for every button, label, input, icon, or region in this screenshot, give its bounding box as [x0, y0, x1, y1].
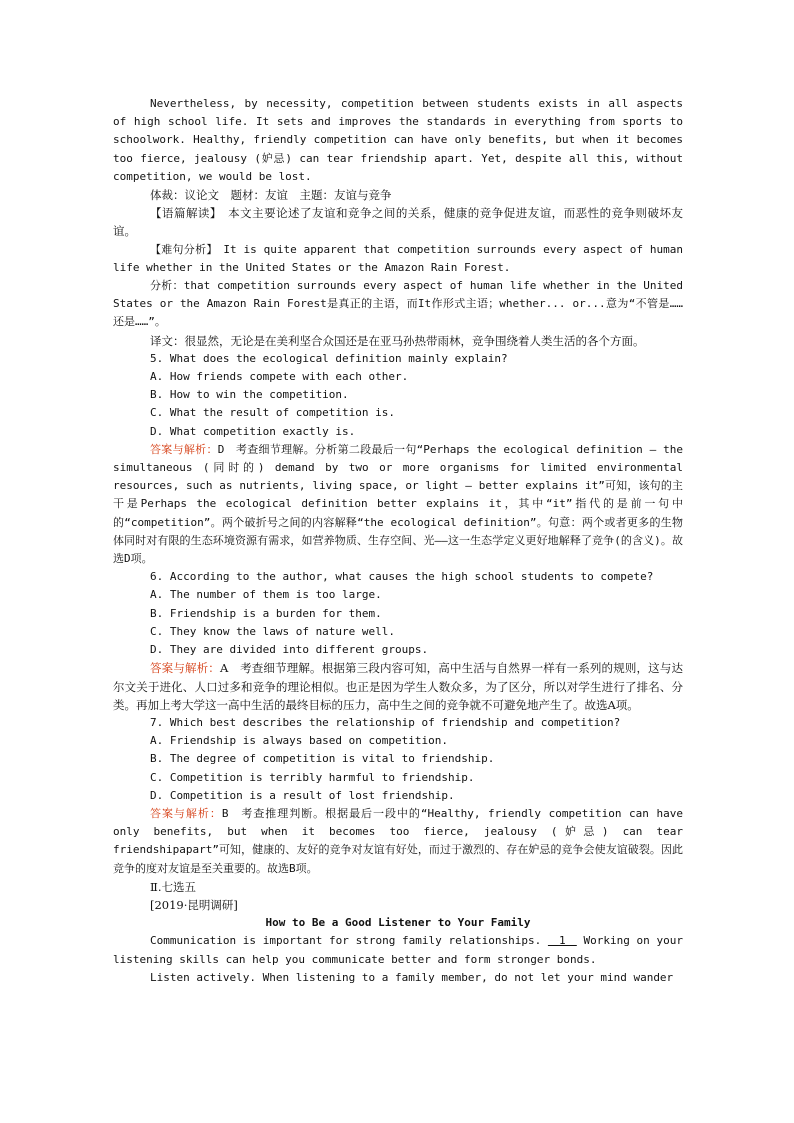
blank-1: 1: [547, 934, 577, 948]
question-option: D. They are divided into different groups.: [150, 643, 429, 657]
question-option: A. Friendship is always based on competition.: [150, 734, 449, 748]
question-7: [113, 714, 683, 878]
question-option: B. How to win the competition.: [150, 388, 349, 402]
document-page: [113, 95, 683, 987]
question-stem: 5. What does the ecological definition mainly explain?: [150, 351, 508, 365]
question-option: C. Competition is terribly harmful to friendship.: [150, 770, 475, 784]
section-heading: Ⅱ.七选五: [150, 879, 196, 894]
difficult-sentence-label: 【难句分析】: [150, 242, 213, 256]
passage-paragraph-2: Listen actively. When listening to a family member, do not let your mind wander: [150, 970, 674, 984]
discourse-analysis-text: 本文主要论述了友谊和竞争之间的关系，健康的竞争促进友谊，而恶性的竞争则破坏友谊。: [113, 206, 684, 239]
passage-title: How to Be a Good Listener to Your Family: [265, 916, 531, 930]
difficult-sentence-text: It is quite apparent that competition surrounds every aspect of human life whether in the United States or the Amazon Rain Forest.: [113, 242, 683, 274]
answer-explanation: [113, 805, 683, 878]
question-option: A. The number of them is too large.: [150, 588, 382, 602]
answer-text: A 考查细节理解。根据第三段内容可知，高中生活与自然界一样有一系列的规则，这与达尔文关于进化、人口过多和竞争的理论相似。也正是因为学生人数众多，为了区分，所以对学生进行了排名、分类。再加上考大学这一高中生活的最终目标的压力，高中生之间的竞争就不可避免地产生了。故选A项。: [113, 661, 683, 712]
question-5: [113, 350, 683, 568]
difficult-translation: 译文：很显然，无论是在美利坚合众国还是在亚马孙热带雨林，竞争围绕着人类生活的各个方面。: [150, 333, 645, 348]
source-tag: [2019·昆明调研]: [150, 897, 238, 912]
question-stem: 7. Which best describes the relationship of friendship and competition?: [150, 715, 621, 729]
answer-explanation: [113, 441, 683, 568]
answer-label: 答案与解析：: [150, 806, 222, 820]
discourse-analysis: [113, 204, 683, 240]
intro-paragraph: Nevertheless, by necessity, competition between students exists in all aspects of high school life. It sets and improves the standards in everything from sports to schoolwork. Healthy, friendly competition can have only benefits, but when it becomes too fierce, jealousy (妒忌) can tear friendship apart. Yet, despite all this, without competition, we would be lost.: [113, 97, 683, 183]
answer-explanation: [113, 659, 683, 714]
question-option: B. Friendship is a burden for them.: [150, 606, 382, 620]
passage-paragraph-1: [113, 932, 683, 968]
passage-text-before: Communication is important for strong family relationships.: [150, 934, 548, 948]
question-option: C. They know the laws of nature well.: [150, 624, 396, 638]
answer-text: B 考查推理判断。根据最后一段中的“Healthy, friendly competition can have only benefits, but when it becomes too fierce, jealousy (妒忌) can tear friendshipapart”可知，健康的、友好的竞争对友谊有好处，而过于激烈的、存在妒忌的竞争会使友谊破裂。因此竞争的度对友谊是至关重要的。故选B项。: [113, 806, 684, 875]
answer-label: 答案与解析：: [150, 661, 220, 676]
question-option: B. The degree of competition is vital to friendship.: [150, 752, 495, 766]
difficult-sentence: [113, 241, 683, 277]
question-stem: 6. According to the author, what causes the high school students to compete?: [150, 570, 654, 584]
genre-line: 体裁：议论文 题材：友谊 主题：友谊与竞争: [150, 188, 392, 203]
question-option: D. Competition is a result of lost friendship.: [150, 788, 455, 802]
question-6: [113, 568, 683, 714]
passage-text-after: Working on your listening skills can help you communicate better and form stronger bonds.: [113, 934, 683, 966]
question-option: A. How friends compete with each other.: [150, 370, 409, 384]
answer-text: D 考查细节理解。分析第二段最后一句“Perhaps the ecological definition — the simultaneous (同时的) demand by two or more organisms for limited environmental resources, such as nutrients, living space, or light — better explains it”可知，该句的主干是Perhaps the ecological definition better explains it，其中“it”指代的是前一句中的“competition”。两个破折号之间的内容解释“the ecological definition”。句意：两个或者更多的生物体同时对有限的生态环境资源有需求，如营养物质、生存空间、光——这一生态学定义更好地解释了竞争(的含义)。故选D项。: [113, 442, 684, 566]
question-option: D. What competition exactly is.: [150, 424, 356, 438]
discourse-analysis-label: 【语篇解读】: [150, 206, 217, 221]
difficult-breakdown: 分析：that competition surrounds every aspect of human life whether in the United States or the Amazon Rain Forest是真正的主语，而It作形式主语；whether... or...意为“不管是……还是……”。: [113, 279, 683, 329]
question-option: C. What the result of competition is.: [150, 406, 396, 420]
answer-label: 答案与解析：: [150, 442, 218, 456]
